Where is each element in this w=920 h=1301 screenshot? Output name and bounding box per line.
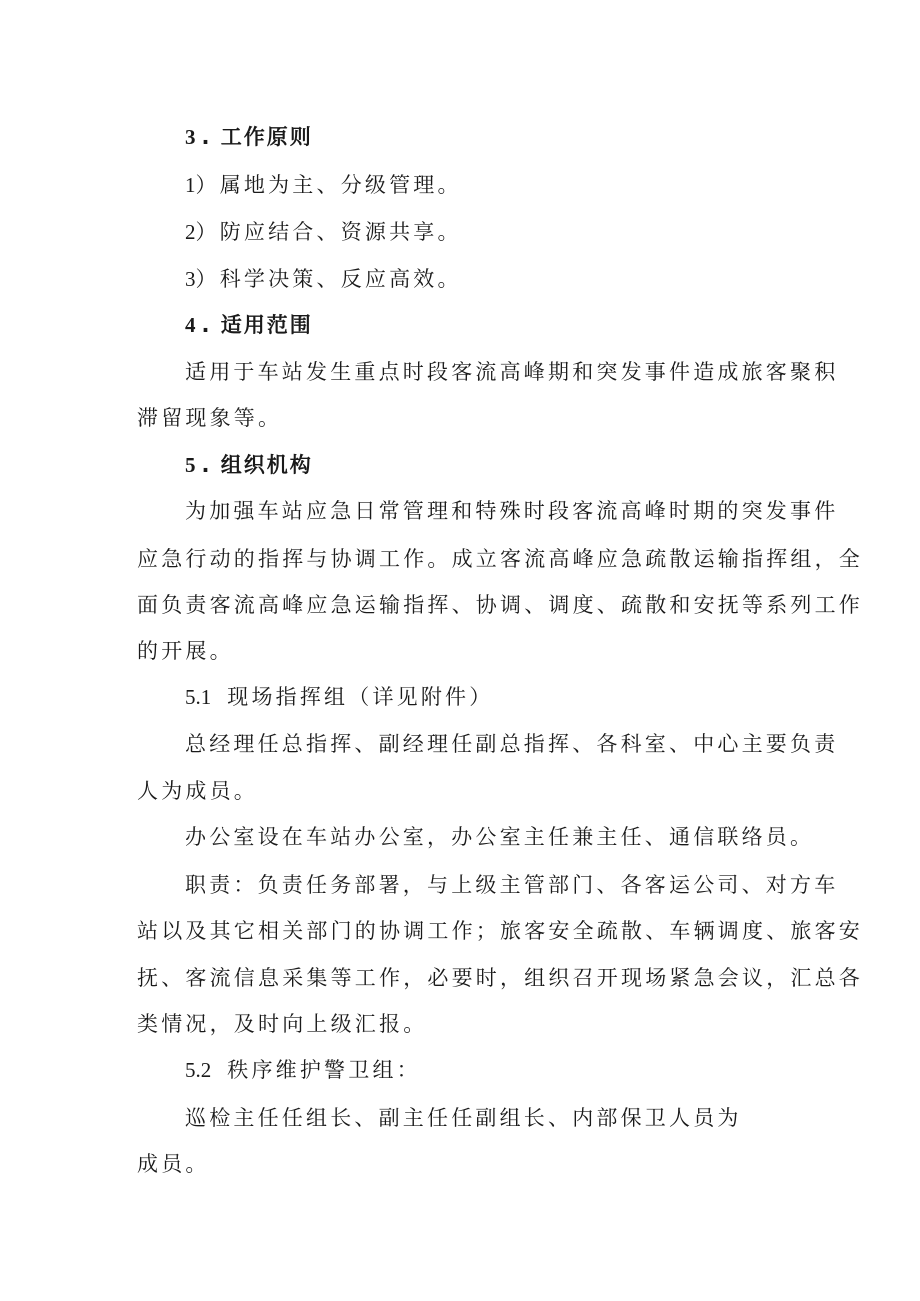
section-title: . 适用范围 (201, 313, 313, 337)
paragraph-line: 职责：负责任务部署，与上级主管部门、各客运公司、对方车 (185, 873, 839, 897)
paragraph-line: 类情况，及时向上级汇报。 (137, 1012, 428, 1036)
section-heading (185, 122, 313, 152)
item-number: 2 (185, 220, 196, 244)
principle-item (185, 170, 462, 200)
paragraph-line: 适用于车站发生重点时段客流高峰期和突发事件造成旅客聚积 (185, 360, 839, 384)
subsection-heading (185, 682, 493, 712)
paragraph-line: 办公室设在车站办公室，办公室主任兼主任、通信联络员。 (185, 825, 815, 849)
subsection-number: 5.1 (185, 685, 212, 709)
item-number: 3 (185, 267, 196, 291)
section-title: . 组织机构 (201, 453, 313, 477)
section-heading (185, 450, 313, 480)
subsection-heading (185, 1055, 421, 1085)
item-text: ）属地为主、分级管理。 (195, 173, 462, 197)
principle-item (185, 264, 462, 294)
item-text: ）科学决策、反应高效。 (195, 267, 462, 291)
section-heading (185, 310, 313, 340)
subsection-title: 秩序维护警卫组： (227, 1058, 421, 1082)
section-number: 4 (185, 313, 196, 337)
paragraph-line: 总经理任总指挥、副经理任副总指挥、各科室、中心主要负责 (185, 732, 839, 756)
paragraph-line: 站以及其它相关部门的协调工作；旅客安全疏散、车辆调度、旅客安 (137, 919, 863, 943)
paragraph-line: 抚、客流信息采集等工作，必要时，组织召开现场紧急会议，汇总各 (137, 966, 863, 990)
section-title: . 工作原则 (201, 125, 313, 149)
subsection-title: 现场指挥组（详见附件） (227, 685, 494, 709)
paragraph-line: 应急行动的指挥与协调工作。成立客流高峰应急疏散运输指挥组，全 (137, 547, 863, 571)
paragraph-line: 成员。 (137, 1152, 210, 1176)
item-number: 1 (185, 173, 196, 197)
paragraph-line: 滞留现象等。 (137, 406, 283, 430)
paragraph-line: 人为成员。 (137, 779, 258, 803)
item-text: ）防应结合、资源共享。 (195, 220, 462, 244)
paragraph-line: 的开展。 (137, 639, 234, 663)
principle-item (185, 217, 462, 247)
paragraph-line: 面负责客流高峰应急运输指挥、协调、调度、疏散和安抚等系列工作 (137, 593, 863, 617)
section-number: 3 (185, 125, 196, 149)
paragraph-line: 为加强车站应急日常管理和特殊时段客流高峰时期的突发事件 (185, 499, 839, 523)
paragraph-line: 巡检主任任组长、副主任任副组长、内部保卫人员为 (185, 1106, 742, 1130)
section-number: 5 (185, 453, 196, 477)
subsection-number: 5.2 (185, 1058, 212, 1082)
